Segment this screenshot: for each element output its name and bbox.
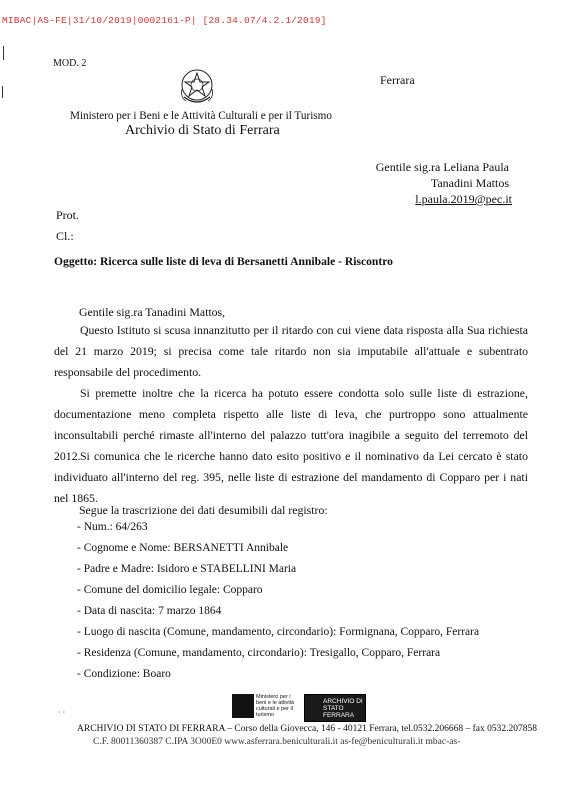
paragraph-result: Si comunica che le ricerche hanno dato esito positivo e il nominativo da Lei cercato è stato individuato all'interno del reg. 395, nelle liste di estrazione del mandamento di Copparo per i nati nel 1865. <box>54 449 528 505</box>
ministry-name: Ministero per i Beni e le Attività Culturali e per il Turismo <box>70 110 332 122</box>
list-item: - Cognome e Nome: BERSANETTI Annibale <box>77 542 289 554</box>
subject-line: Oggetto: Ricerca sulle liste di leva di Bersanetti Annibale - Riscontro <box>54 255 393 268</box>
list-item: - Condizione: Boaro <box>77 668 171 680</box>
italian-republic-emblem-icon <box>178 67 216 107</box>
scan-mark <box>3 46 4 60</box>
archive-logo-text: ARCHIVIO DI STATO FERRARA <box>323 698 363 719</box>
recipient-surname: Tanadini Mattos <box>430 176 509 190</box>
list-item: - Num.: 64/263 <box>77 521 148 533</box>
protocol-stamp: MIBAC|AS-FE|31/10/2019|0002161-P| [28.34.07/4.2.1/2019] <box>2 15 327 26</box>
list-item: - Luogo di nascita (Comune, mandamento, circondario): Formignana, Copparo, Ferrara <box>77 626 480 638</box>
recipient-name: Gentile sig.ra Leliana Paula <box>375 160 509 174</box>
classification-label: Cl.: <box>56 229 74 243</box>
archive-name: Archivio di Stato di Ferrara <box>125 123 280 138</box>
list-item: - Residenza (Comune, mandamento, circondario): Tresigallo, Copparo, Ferrara <box>77 647 441 659</box>
mibac-logo-text: Ministero per i beni e le attività culturali e per il turismo <box>256 694 295 718</box>
transcription-intro: Segue la trascrizione dei dati desumibili dal registro: <box>79 503 328 517</box>
scan-mark <box>2 86 3 98</box>
archive-logo <box>304 694 366 722</box>
footer-fiscal: C.F. 80011360387 C.IPA 3O00E0 www.asferrara.beniculturali.it as-fe@beniculturali.it mbac-as- <box>93 737 461 747</box>
list-item: - Padre e Madre: Isidoro e STABELLINI Maria <box>77 563 297 575</box>
paragraph-premise: Si premette inoltre che la ricerca ha potuto essere condotta solo sulle liste di estrazione, documentazione meno completa rispetto alle liste di leva, che purtroppo sono attualmente inconsultabili perché rimaste all'interno del palazzo tutt'ora inagibile a seguito del terremoto del 2012. <box>54 386 528 463</box>
list-item: - Comune del domicilio legale: Copparo <box>77 584 263 596</box>
greeting: Gentile sig.ra Tanadini Mattos, <box>79 305 226 319</box>
form-code: MOD. 2 <box>53 58 87 69</box>
protocol-label: Prot. <box>56 208 80 222</box>
footer-address: ARCHIVIO DI STATO DI FERRARA – Corso della Giovecca, 146 - 40121 Ferrara, tel.0532.206668 – fax 0532.207858 <box>77 724 538 734</box>
mibac-logo-icon <box>232 694 254 718</box>
paragraph-apology: Questo Istituto si scusa innanzitutto per il ritardo con cui viene data risposta alla Sua richiesta del 21 marzo 2019; si precisa come tale ritardo non sia imputabile all'attuale e subentrato responsabile del procedimento. <box>54 323 528 379</box>
recipient-email[interactable]: l.paula.2019@pec.it <box>415 192 512 206</box>
city-label: Ferrara <box>380 73 415 87</box>
scan-mark: · · <box>58 708 66 717</box>
list-item: - Data di nascita: 7 marzo 1864 <box>77 605 222 617</box>
